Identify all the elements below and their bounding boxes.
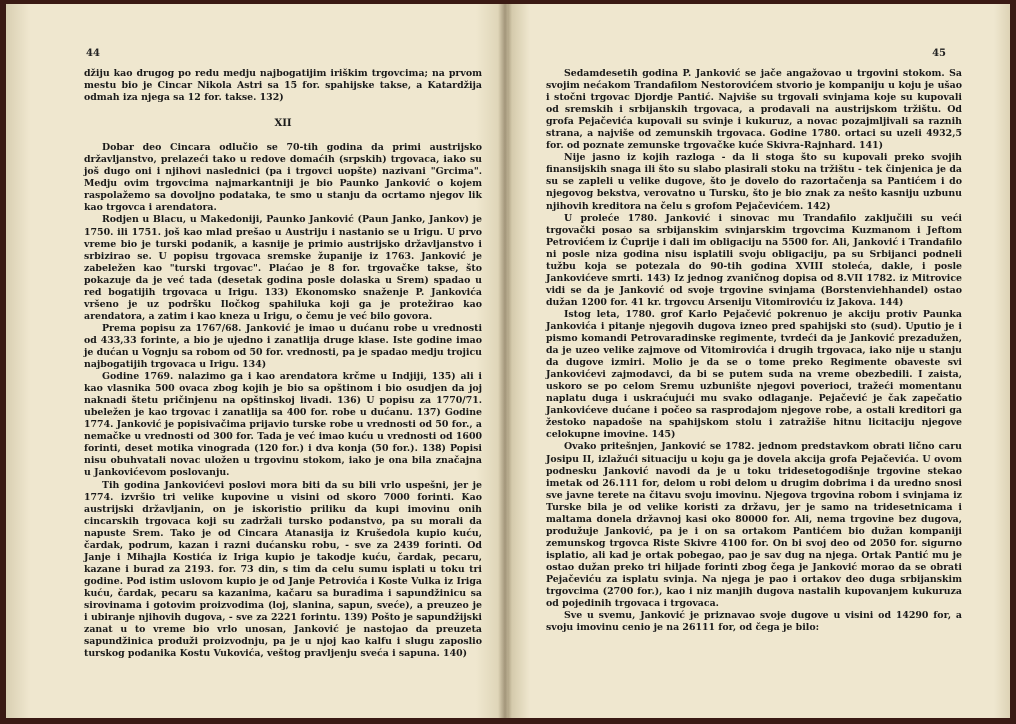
right-paragraph: Sve u svemu, Janković je priznavao svoje dugove u visini od 14290 for, a svoju imovinu cenio je na 26111 for, od čega je bilo:: [546, 610, 962, 634]
left-paragraph: Dobar deo Cincara odlučio se 70-tih godina da primi austrijsko državljanstvo, prelazeći tako u redove domaćih (srpskih) trgovaca, iako su još dugo oni i njihovi naslednici (pa i trgovci uopšte) nazivani "Grcima". Medju ovim trgovcima najmarkantniji je bio Paunko Janković o kojem raspolažemo sa dovoljno podataka, te smo u stanju da ocrtamo njegov lik kao trgovca i arendatora.: [84, 142, 482, 214]
left-page: [6, 4, 508, 718]
right-paragraph: Nije jasno iz kojih razloga - da li stoga što su kupovali preko svojih finansijskih snaga ili što su slabo plasirali stoku na tržištu - tek činjenica je da su se zapleli u velike dugove, što je dovelo do razortačenja sa Pantićem i do njegovog bekstva, verovatno u Tursku, što je bio znak za nešto kasniju uzbunu njihovih kreditora na čelu s grofom Pejačevićem. 142): [546, 152, 962, 212]
right-page: [508, 4, 1010, 718]
left-paragraph: Rodjen u Blacu, u Makedoniji, Paunko Janković (Paun Janko, Jankov) je 1750. ili 1751. još kao mlad prešao u Austriju i nastanio se u Irigu. U prvo vreme bio je turski podanik, a kasnije je primio austrijsko državljanstvo i srbizirao se. U popisu trgovaca sremske županije iz 1763. Janković je zabeležen kao "turski trgovac". Plaćao je 8 for. trgovačke takse, što pokazuje da je već tada (desetak godina posle dolaska u Srem) spadao u red bogatijih trgovaca u Irigu. 133) Ekonomsko snaženje P. Jankovića vršeno je uz podršku Iločkog spahiluka koji ga je protežirao kao arendatora, a zatim i kao kneza u Irigu, o čemu je već bilo govora.: [84, 214, 482, 322]
left-paragraph: Godine 1769. nalazimo ga i kao arendatora krčme u Indjiji, 135) ali i kao vlasnika 500 ovaca zbog kojih je bio sa opštinom i bio osudjen da joj naknadi štetu pričinjenu na opštinskoj livadi. 136) U popisu za 1770/71. ubeležen je kao trgovac i zanatlija sa 400 for. robe u dućanu. 137) Godine 1774. Janković je popisivačima prijavio turske robe u vrednosti od 50 for., a nemačke u vrednosti od 300 for. Tada je već imao kuću u vrednosti od 1600 forinti, deset motika vinograda (120 for.) i dva konja (50 for.). 138) Popisi nisu obuhvatali novac uložen u trgovinu stokom, iako je ona bila značajna u Jankovićevom poslovanju.: [84, 371, 482, 479]
book-gutter: [498, 4, 512, 718]
right-page-text: [546, 68, 962, 634]
left-page-text: [84, 68, 482, 660]
chapter-heading: XII: [274, 118, 292, 130]
left-paragraph: Tih godina Jankovićevi poslovi mora biti da su bili vrlo uspešni, jer je 1774. izvršio tri velike kupovine u visini od skoro 7000 forinti. Kao austrijski državljanin, on je iskoristio priliku da kupi imovinu onih cincarskih trgovaca koji su zadržali tursko podanstvo, pa su morali da napuste Srem. Tako je od Cincara Atanasija iz Krušedola kupio kuću, čardak, podrum, kazan i razni dućansku robu, - sve za 2439 forinti. Od Janje i Mihajla Kostića iz Iriga kupio je takodje kuću, čardak, pecaru, kazane i burad za 2193. for. 73 din, s tim da celu sumu isplati u toku tri godine. Pod istim uslovom kupio je od Janje Petrovića i Koste Vulka iz Iriga kuću, čardak, pecaru sa kazanima, kačaru sa buradima i sapundžinicu sa sirovinama i gotovim proizvodima (loj, slanina, sapun, sveće), a preuzeo je i ubiranje njihovih dugova, - sve za 2221 forintu. 139) Pošto je sapundžijski zanat u to vreme bio vrlo unosan, Janković je nastojao da preuzeta sapundžinica produži proizvodnju, pa je u njoj kao kalfu i slugu zaposlio turskog podanika Kostu Vukovića, veštog pravljenju sveća i sapuna. 140): [84, 479, 482, 660]
right-paragraph: Sedamdesetih godina P. Janković se jače angažovao u trgovini stokom. Sa svojim nećakom Trandafilom Nestorovićem stvorio je kompaniju u koju je ušao i stočni trgovac Djordje Pantić. Najviše su trgovali svinjama koje su kupovali od sremskih i srbijanskih trgovaca, a prodavali na austrijskom tržištu. Od grofa Pejačevića kupovali su svinje i kukuruz, a novac pozajmljivali sa raznih strana, a najviše od zemunskih trgovaca. Godine 1780. ortaci su uzeli 4932,5 for. od poznate zemunske trgovačke kuće Skivra-Rajnhard. 141): [546, 68, 962, 152]
left-paragraph: Prema popisu za 1767/68. Janković je imao u dućanu robe u vrednosti od 433,33 forinte, a bio je ujedno i zanatlija druge klase. Iste godine imao je dućan u Vognju sa robom od 50 for. vrednosti, pa je spadao medju trojicu najbogatijih trgovaca u Irigu. 134): [84, 322, 482, 371]
right-paragraph: Istog leta, 1780. grof Karlo Pejačević pokrenuo je akciju protiv Paunka Jankovića i pitanje njegovih dugova izneo pred spahijski sto (sud). Uputio je i pismo komandi Petrovaradinske regimente, tvrdeći da je Janković prezadužen, da je uzeo velike zajmove od Vitomirovića i drugih trgovaca, iako nije u stanju da dugove izmiri. Molio je da se o tome preko Regimente obaveste svi Jankovićevi zajmodavci, da bi se putem suda na vreme obezbedili. I zaista, uskoro se po celom Sremu uzbunište njegovi poverioci, tražeći momentanu naplatu duga i uskraćujući mu svako odlaganje. Pejačević je čak zapečatio Jankovićeve dućane i počeo sa rasprodajom njegove robe, a ostali kreditori ga žestoko napadoše na spahijskom stolu i zatražiše hitnu licitaciju njegove celokupne imovine. 145): [546, 308, 962, 441]
left-intro-paragraph: džiju kao drugog po redu medju najbogatijim iriškim trgovcima; na prvom mestu bio je Cincar Nikola Astri sa 15 for. spahijske takse, a Katardžija odmah iza njega sa 12 for. takse. 132): [84, 68, 482, 104]
right-page-number: 45: [932, 48, 946, 59]
left-page-number: 44: [86, 48, 100, 59]
right-paragraph: U proleće 1780. Janković i sinovac mu Trandafilo zaključili su veći trgovački posao sa srbijanskim svinjarskim trgovcima Kuzmanom i Jeftom Petrovićem iz Ćuprije i dali im obligaciju na 5500 for. Ali, Janković i Trandafilo ni posle niza godina nisu isplatili svoju obligaciju, pa su Srbijanci podneli tužbu koja se potezala do 90-tih godina XVIII stoleća, dakle, i posle Jankovićeve smrti. 143) Iz jednog zvaničnog dopisa od 8.VII 1782. iz Mitrovice vidi se da je Janković od svoje trgovine svinjama (Borstenviehhandel) ostao dužan 1200 for. 41 kr. trgovcu Arseniju Vitomiroviću iz Jakova. 144): [546, 212, 962, 308]
right-paragraph: Ovako pritešnjen, Janković se 1782. jednom predstavkom obrati lično caru Josipu II, izlažući situaciju u koju ga je dovela akcija grofa Pejačevića. U ovom podnesku Janković navodi da je u toku tridesetogodišnje trgovine stekao imetak od 26.111 for, delom u robi delom u drugim dobrima i da uredno snosi sve javne terete na čitavu svoju imovinu. Njegova trgovina robom i svinjama iz Turske bila je od velike koristi za državu, jer je samo na tridesetnicama i maltama donela državnoj kasi oko 80000 for. Ali, nema trgovine bez dugova, produžuje Janković, pa je i on sa ortakom Pantićem bio dužan kompaniji zemunskog trgovca Riste Skivre 4100 for. On bi svoj deo od 2050 for. sigurno isplatio, ali kad je ortak pobegao, pao je sav dug na njega. Ortak Pantić mu je ostao dužan preko tri hiljade forinti zbog čega je Janković morao da se obrati Pejačeviću za isplatu svinja. Na njega je pao i ortakov deo duga srbijanskim trgovcima (2700 for.), kao i niz manjih dugova nastalih kupovanjem kukuruza od pojedinih trgovaca i trgovaca.: [546, 441, 962, 610]
